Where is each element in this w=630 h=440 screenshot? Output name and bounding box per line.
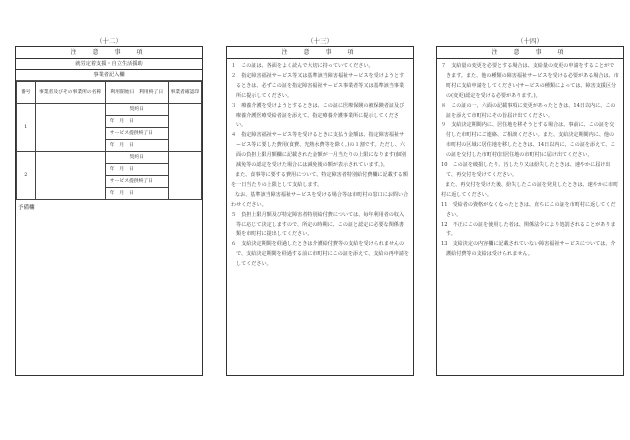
panel-header: 注 意 事 項 bbox=[227, 47, 413, 59]
panel-number: （十二） bbox=[96, 37, 122, 45]
note-paragraph: また、食事等に要する費用について、特定障害者特別給付費欄に記載する額を一日当たりの上限として支給します。 bbox=[231, 171, 408, 188]
business-name-cell[interactable] bbox=[35, 152, 105, 200]
date-field[interactable]: 年 月 日 bbox=[105, 164, 168, 176]
note-paragraph: なお、基準該当障害福祉サービスを受ける場合等は市町村の窓口にお問い合わせください。 bbox=[231, 191, 409, 208]
end-date-label: サービス提供終了日 bbox=[105, 128, 168, 140]
section-title: 事業者記入欄 bbox=[16, 70, 202, 81]
note-paragraph: ８ この証の一、六面の記載事項に変更があったときは、14日以内に、この証を添えて市町村にその旨届け出てください。 bbox=[441, 102, 616, 119]
confirm-seal-cell[interactable] bbox=[168, 104, 201, 152]
contract-date-label: 契約日 bbox=[105, 152, 168, 164]
panel-14 bbox=[436, 37, 624, 376]
row-number: 1 bbox=[17, 104, 36, 152]
note-paragraph: 10 この証を破損したり、汚したり又は紛失したときは、速やかに届け出て、再交付を受けてください。 bbox=[441, 162, 611, 178]
date-field[interactable]: 年 月 日 bbox=[105, 140, 168, 152]
contract-date-label: 契約日 bbox=[105, 104, 168, 116]
note-paragraph: ７ 支給量の変更を必要とする場合は、支給量の変更の申請をすることができます。また、他の種類の障害福祉サービスを受ける必要がある場合は、市町村に支給申請をしてください(サービスの種類によっては、障害支援区分の(変更)認定を受ける必要があります。)。 bbox=[441, 63, 619, 99]
note-paragraph: １ この証は、各面をよく読んで大切に持っていてください。 bbox=[231, 63, 374, 69]
note-paragraph: ９ 支給決定期間内に、居住地を移そうとする場合は、事前に、この証を交付した市町村にご連絡、ご相談ください。また、支給決定期間内に、他の市町村の区域に居住地を移したときは、14日以内に、この証を添えて、この証を交付した市町村(旧居住地の市町村)に届け出てください。 bbox=[441, 122, 616, 159]
panel-header: 注 意 事 項 bbox=[16, 47, 202, 59]
confirm-seal-cell[interactable] bbox=[168, 152, 201, 200]
note-paragraph: ４ 指定障害福祉サービス等を受けるときに支払う金額は、指定障害福祉サービス等に要した費用(食費、光熱水費等を除く。)の１割です。ただし、六面の負担上限月額欄に記載された金額が一月当たりの上限になります(個別減免等の認定を受けた場合には減免後の額が表示されています。)。 bbox=[231, 132, 407, 169]
note-paragraph: 11 受給者の資格がなくなったときは、直ちにこの証を市町村に返してください。 bbox=[441, 201, 616, 218]
panel-13 bbox=[226, 37, 414, 376]
col-header-num: 番号 bbox=[17, 82, 36, 104]
note-paragraph: また、再交付を受けた後、紛失したこの証を発見したときは、速やかに市町村に返してください。 bbox=[441, 181, 619, 198]
note-paragraph: ６ 支給決定期間を経過したときは介護給付費等の支給を受けられませんので、支給決定期間を経過する前に市町村にこの証を添えて、支給の再申請をしてください。 bbox=[231, 241, 409, 268]
note-paragraph: 12 不正にこの証を使用した者は、関係法令により処罰されることがあります。 bbox=[441, 221, 616, 238]
panel-header: 注 意 事 項 bbox=[437, 47, 623, 59]
date-field[interactable]: 年 月 日 bbox=[105, 116, 168, 128]
note-paragraph: 13 支給決定の内容欄に記載されていない障害福祉サービスについては、介護給付費等の支給は受けられません。 bbox=[441, 241, 616, 258]
note-paragraph: ３ 療養介護を受けようとするときは、この証に医療保険の被保険者証及び療養介護医療受給者証を添えて、指定療養介護事業所に提示してください。 bbox=[231, 102, 405, 129]
panel-number: （十四） bbox=[517, 37, 543, 45]
panel-frame bbox=[226, 46, 414, 376]
panel-12 bbox=[15, 37, 203, 376]
row-number: 2 bbox=[17, 152, 36, 200]
panel-subtitle: 就労定着支援・自立生活援助 bbox=[16, 59, 202, 70]
business-name-cell[interactable] bbox=[35, 104, 105, 152]
panel-frame bbox=[15, 46, 203, 376]
notes-body bbox=[437, 59, 623, 260]
date-field[interactable]: 年 月 日 bbox=[105, 188, 168, 200]
note-paragraph: ２ 指定障害福祉サービス等又は基準該当障害福祉サービスを受けようとするときは、必ずこの証を指定障害福祉サービス事業者等又は基準該当事業所に提示してください。 bbox=[231, 72, 405, 99]
end-date-label: サービス提供終了日 bbox=[105, 176, 168, 188]
col-header-date: 利用開始日 利用終了日 bbox=[105, 82, 168, 104]
panel-frame bbox=[436, 46, 624, 376]
col-header-business: 事業者及びその事業所の名称 bbox=[35, 82, 105, 104]
col-header-confirm: 事業者確認印 bbox=[168, 82, 201, 104]
note-paragraph: ５ 負担上限月額及び特定障害者特別給付費については、毎年利用者の収入等に応じて決定しますので、所定の時期に、この証と認定に必要な関係書類を市町村に提出してください。 bbox=[231, 211, 405, 238]
notes-body bbox=[227, 59, 413, 270]
panel-number: （十三） bbox=[307, 37, 333, 45]
business-record-table bbox=[16, 81, 202, 200]
spare-field-label: 予備欄 bbox=[18, 205, 35, 211]
